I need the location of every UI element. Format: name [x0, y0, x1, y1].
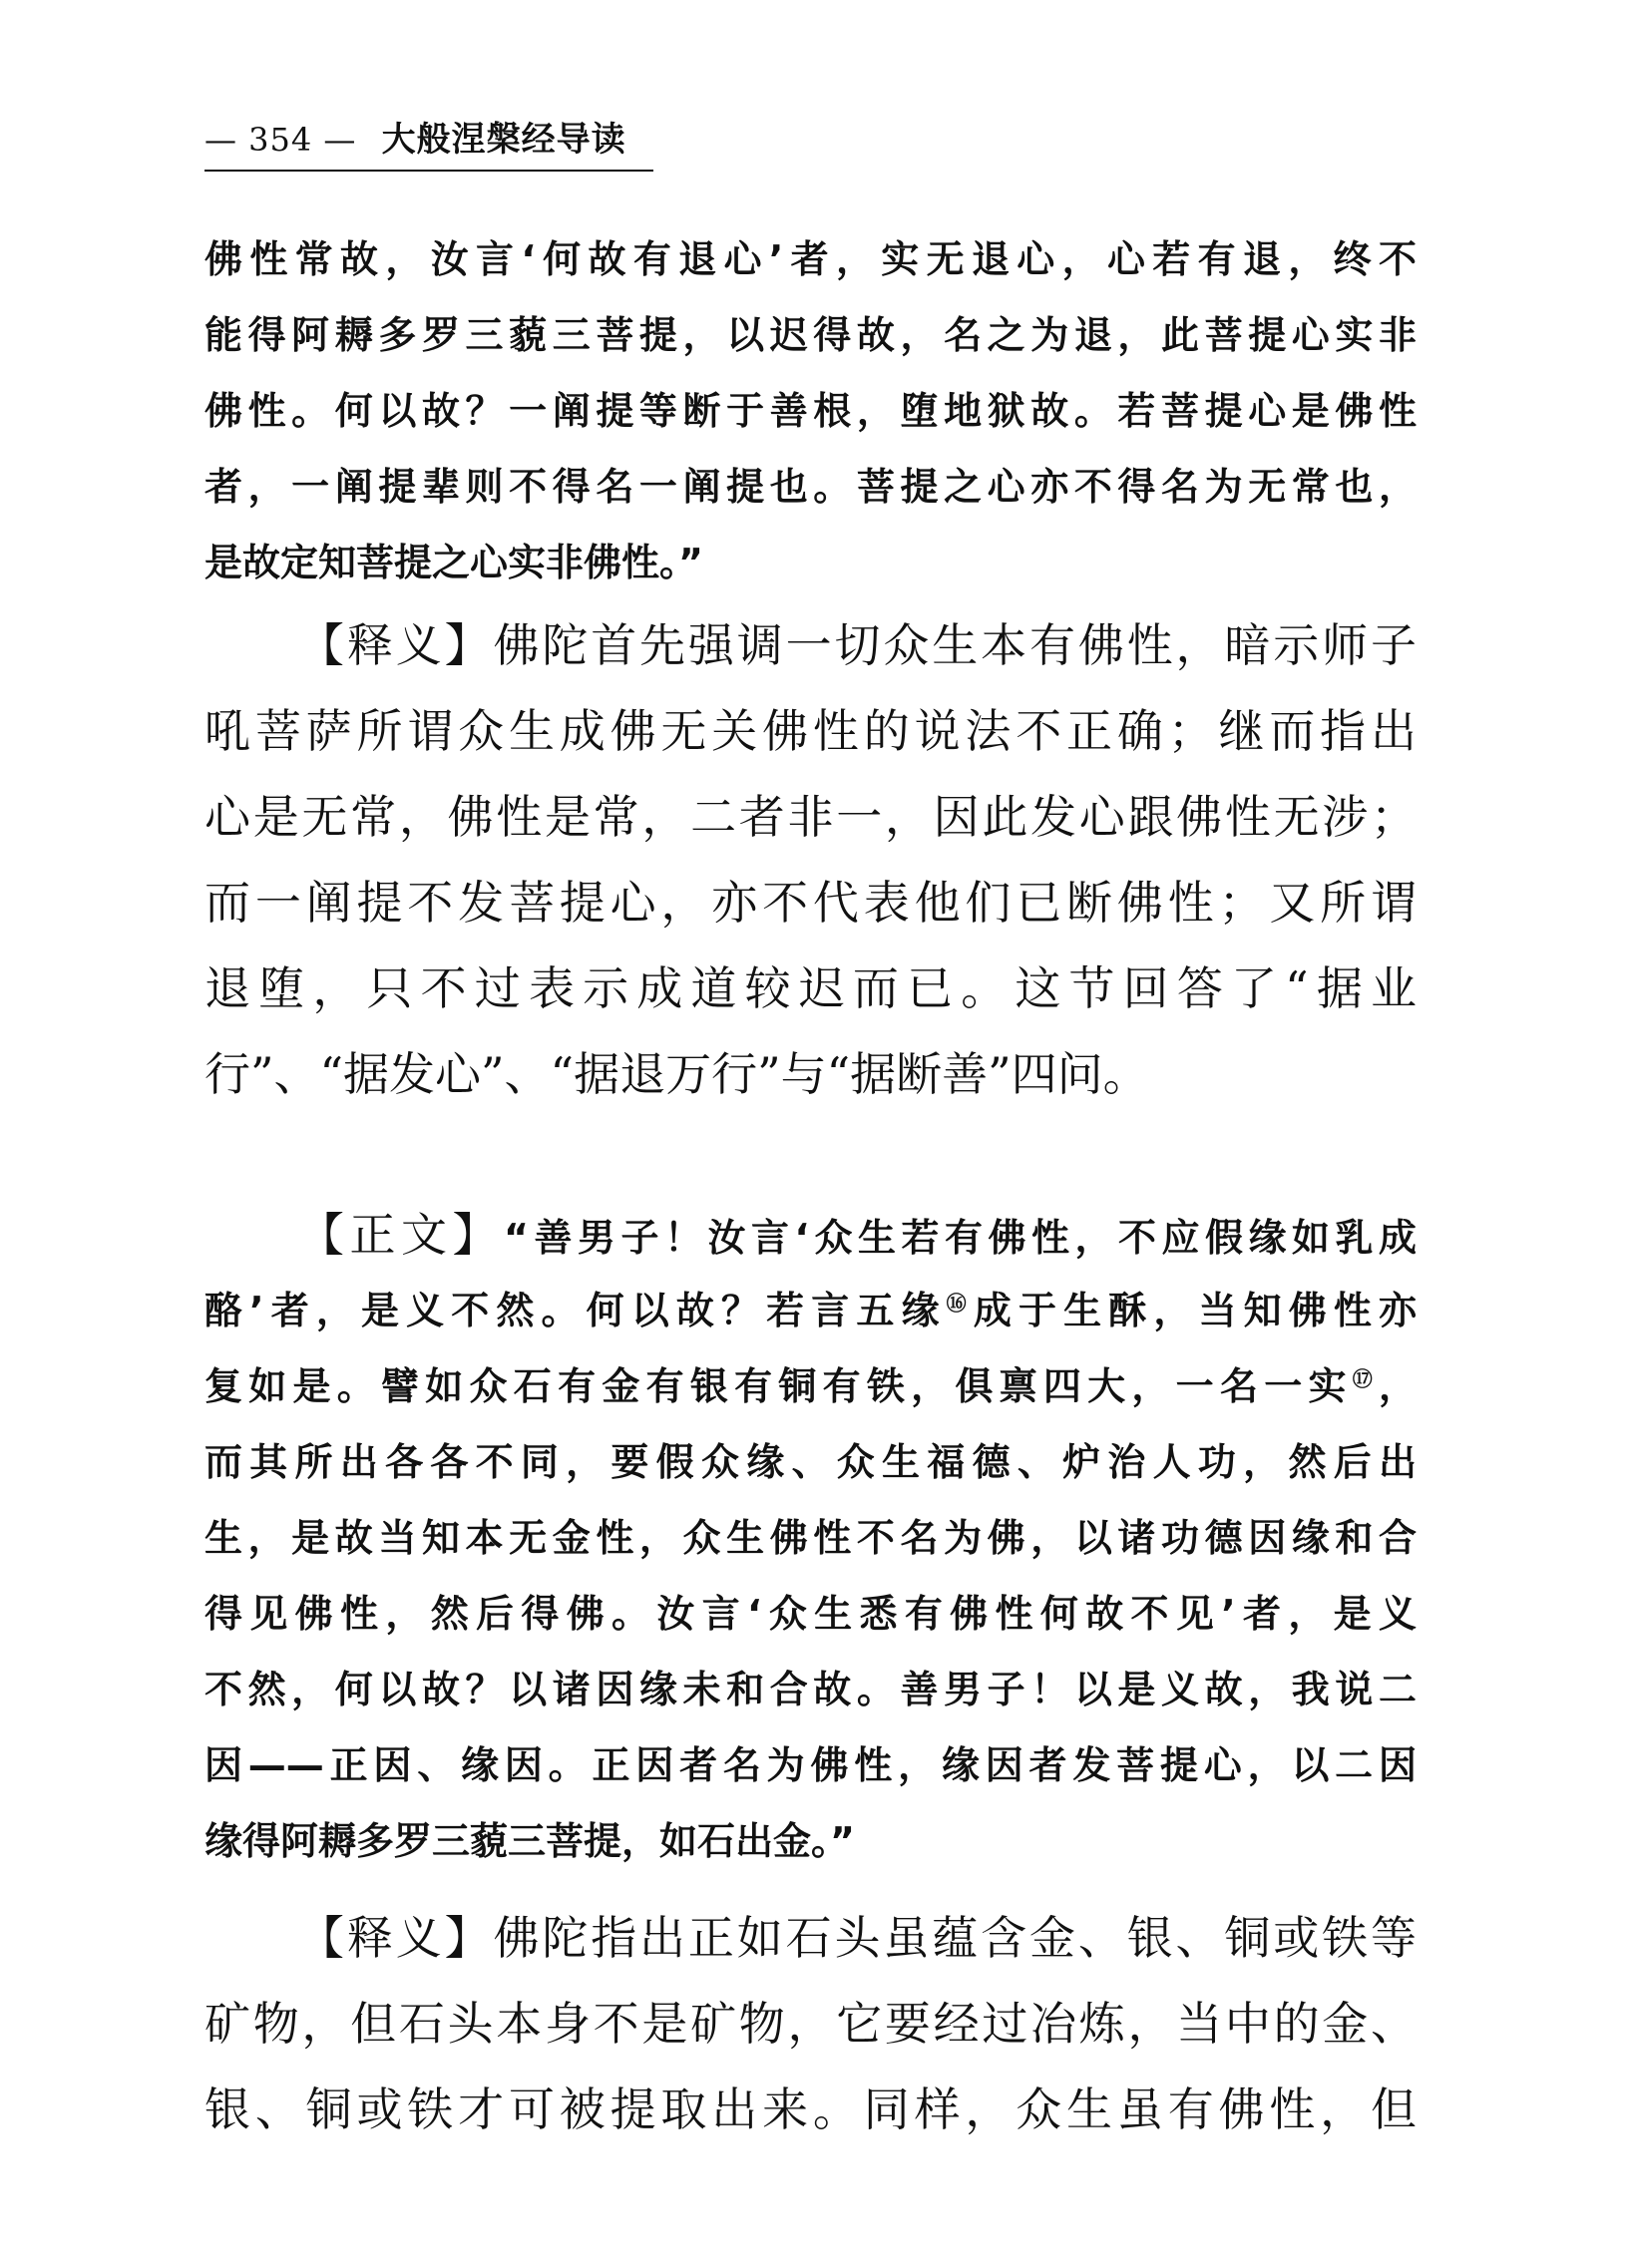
sutra-text-continued — [204, 221, 1417, 600]
book-title: 大般涅槃经导读 — [381, 120, 626, 160]
section-label: 【释义】 — [298, 618, 494, 672]
text-line: 佛性常故，汝言‘何故有退心’者，实无退心，心若有退，终不 — [204, 237, 1417, 281]
text-line: 而一阐提不发菩提心，亦不代表他们已断佛性；又所谓 — [204, 876, 1417, 930]
text-line: 【释义】佛陀首先强调一切众生本有佛性，暗示师子 — [298, 618, 1417, 672]
section-label: 【正文】 — [298, 1208, 505, 1262]
footnote-marker: ⑰ — [1352, 1366, 1379, 1391]
text-line: 行”、“据发心”、“据退万行”与“据断善”四问。 — [204, 1047, 1149, 1101]
text-line: 不然，何以故？以诸因缘未和合故。善男子！以是义故，我说二 — [204, 1668, 1417, 1711]
text-line: 佛性。何以故？一阐提等断于善根，堕地狱故。若菩提心是佛性 — [204, 389, 1417, 433]
text-line: 退堕，只不过表示成道较迟而已。这节回答了“据业 — [204, 961, 1417, 1015]
page-number: — 354 — — [204, 121, 357, 159]
section-label: 【释义】 — [298, 1911, 494, 1965]
text-line: 缘得阿耨多罗三藐三菩提，如石出金。” — [204, 1819, 855, 1863]
text-line: 酪’者，是义不然。何以故？若言五缘⑯成于生酥，当知佛性亦 — [204, 1289, 1417, 1332]
commentary-paragraph-2 — [204, 1895, 1417, 2152]
text-line: 心是无常，佛性是常，二者非一，因此发心跟佛性无涉； — [204, 790, 1417, 844]
text-line: 银、铜或铁才可被提取出来。同样，众生虽有佛性，但 — [204, 2082, 1417, 2136]
sutra-text-paragraph — [204, 1197, 1417, 1879]
text-line: 生，是故当知本无金性，众生佛性不名为佛，以诸功德因缘和合 — [204, 1516, 1417, 1560]
commentary-paragraph-1 — [204, 602, 1417, 1117]
text-line: 吼菩萨所谓众生成佛无关佛性的说法不正确；继而指出 — [204, 704, 1417, 758]
footnote-marker: ⑯ — [946, 1291, 974, 1316]
text-line: 是故定知菩提之心实非佛性。” — [204, 541, 703, 584]
text-line: 【释义】佛陀指出正如石头虽蕴含金、银、铜或铁等 — [298, 1911, 1417, 1965]
text-line: 而其所出各各不同，要假众缘、众生福德、炉治人功，然后出 — [204, 1440, 1417, 1484]
text-line: 得见佛性，然后得佛。汝言‘众生悉有佛性何故不见’者，是义 — [204, 1592, 1417, 1636]
text-line: 矿物，但石头本身不是矿物，它要经过冶炼，当中的金、 — [204, 1997, 1417, 2051]
text-line: 者，一阐提辈则不得名一阐提也。菩提之心亦不得名为无常也， — [204, 465, 1417, 509]
text-line: 【正文】“善男子！汝言‘众生若有佛性，不应假缘如乳成 — [298, 1208, 1417, 1262]
running-head — [204, 118, 653, 172]
text-line: 复如是。譬如众石有金有银有铜有铁，俱禀四大，一名一实⑰， — [204, 1364, 1417, 1408]
text-line: 能得阿耨多罗三藐三菩提，以迟得故，名之为退，此菩提心实非 — [204, 313, 1417, 357]
text-line: 因——正因、缘因。正因者名为佛性，缘因者发菩提心，以二因 — [204, 1743, 1417, 1787]
